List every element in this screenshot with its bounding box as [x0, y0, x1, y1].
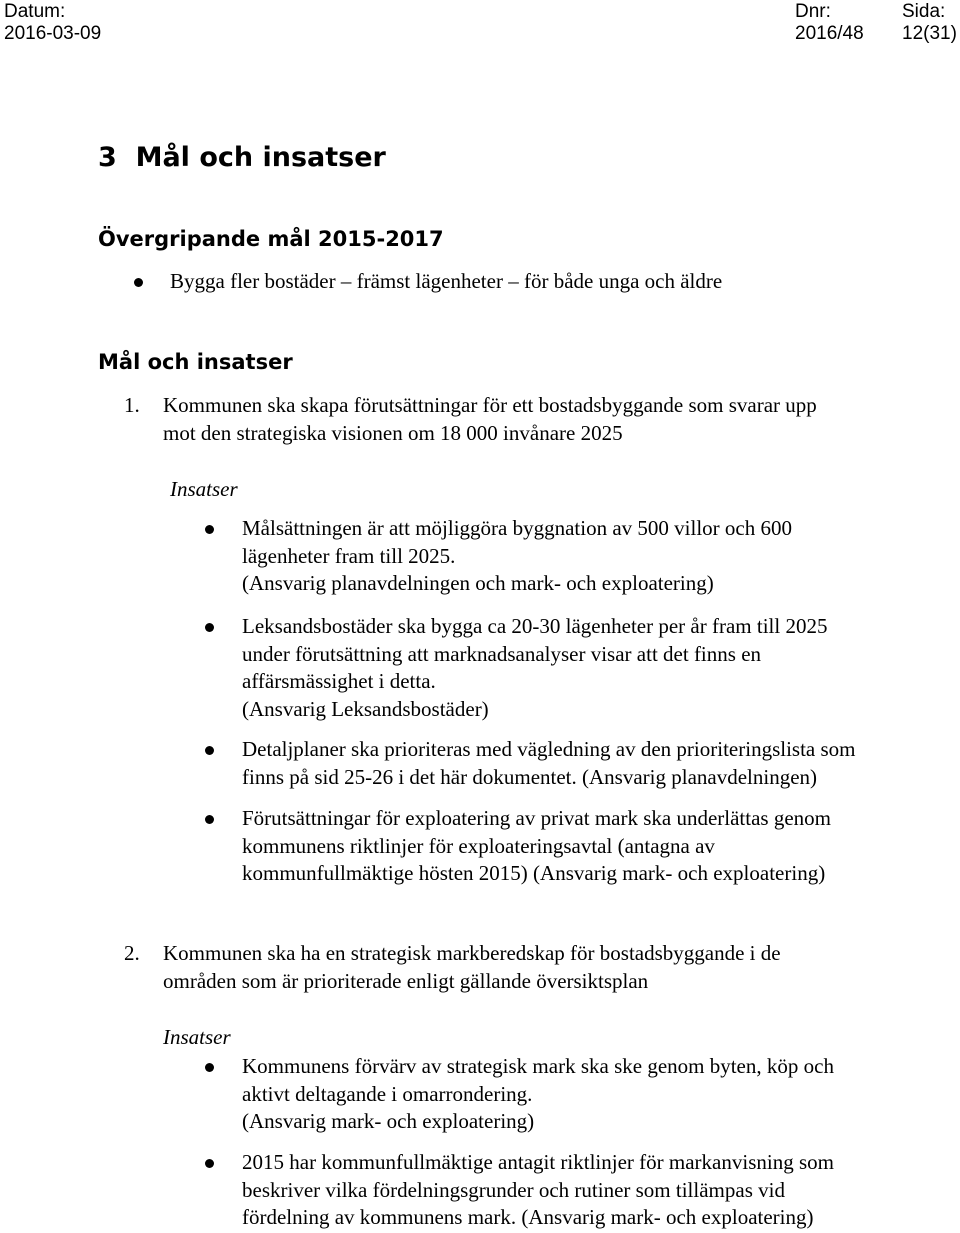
page-label: Sida: [902, 1, 946, 22]
dnr-value: 2016/48 [795, 23, 864, 44]
goal-2-line: områden som är prioriterade enligt gällande översiktsplan [163, 968, 649, 993]
item-line: 2015 har kommunfullmäktige antagit riktlinjer för markanvisning som [242, 1150, 834, 1174]
item-line: Målsättningen är att möjliggöra byggnation av 500 villor och 600 [242, 516, 792, 540]
bullet-dot [134, 278, 143, 287]
goal-1-text [163, 392, 817, 447]
item-line: (Ansvarig planavdelningen och mark- och exploatering) [242, 571, 714, 595]
bullet-dot [205, 1159, 214, 1168]
item-line: Leksandsbostäder ska bygga ca 20-30 lägenheter per år fram till 2025 [242, 614, 828, 638]
page-value: 12(31) [902, 23, 957, 44]
item-line: affärsmässighet i detta. [242, 669, 436, 693]
goals-heading: Mål och insatser [98, 350, 293, 374]
goal-1-number: 1. [124, 393, 140, 417]
goal-2-line: Kommunen ska ha en strategisk markberedskap för bostadsbyggande i de [163, 941, 781, 965]
item-line: Detaljplaner ska prioriteras med vägledning av den prioriteringslista som [242, 737, 856, 761]
bullet-dot [205, 525, 214, 534]
goal-2-text [163, 940, 781, 995]
bullet-dot [205, 1063, 214, 1072]
date-label: Datum: [4, 1, 66, 22]
section-title: 3 Mål och insatser [98, 142, 386, 173]
goal-1-item-2 [242, 613, 827, 723]
goal-2-insatser-label: Insatser [163, 1025, 231, 1049]
dnr-label: Dnr: [795, 1, 831, 22]
goal-2-item-2 [242, 1149, 834, 1232]
bullet-dot [205, 815, 214, 824]
goal-1-line: mot den strategiska visionen om 18 000 invånare 2025 [163, 420, 623, 445]
item-line: (Ansvarig Leksandsbostäder) [242, 696, 489, 721]
goal-1-insatser-label: Insatser [170, 477, 238, 501]
item-line: finns på sid 25-26 i det här dokumentet. (Ansvarig planavdelningen) [242, 764, 818, 789]
goal-2-item-1 [242, 1053, 834, 1136]
item-line: lägenheter fram till 2025. [242, 543, 456, 568]
item-line: aktivt deltagande i omarrondering. [242, 1081, 533, 1106]
item-line: kommunens riktlinjer för exploateringsavtal (antagna av [242, 833, 715, 858]
bullet-dot [205, 746, 214, 755]
bullet-dot [205, 623, 214, 632]
item-line: under förutsättning att marknadsanalyser visar att det finns en [242, 641, 762, 666]
item-line: Kommunens förvärv av strategisk mark ska ske genom byten, köp och [242, 1054, 834, 1078]
goal-2-number: 2. [124, 941, 140, 965]
item-line: fördelning av kommunens mark. (Ansvarig mark- och exploatering) [242, 1205, 814, 1229]
overall-bullet-text: Bygga fler bostäder – främst lägenheter – för både unga och äldre [170, 269, 723, 293]
goal-1-item-4 [242, 805, 831, 888]
goal-1-item-1 [242, 515, 792, 598]
item-line: (Ansvarig mark- och exploatering) [242, 1109, 535, 1133]
overall-heading: Övergripande mål 2015-2017 [98, 227, 444, 251]
goal-1-item-3 [242, 736, 856, 791]
item-line: beskriver vilka fördelningsgrunder och rutiner som tillämpas vid [242, 1177, 785, 1202]
date-value: 2016-03-09 [4, 23, 102, 44]
goal-1-line: Kommunen ska skapa förutsättningar för ett bostadsbyggande som svarar upp [163, 393, 817, 417]
item-line: kommunfullmäktige hösten 2015) (Ansvarig mark- och exploatering) [242, 861, 826, 885]
item-line: Förutsättningar för exploatering av privat mark ska underlättas genom [242, 806, 831, 830]
